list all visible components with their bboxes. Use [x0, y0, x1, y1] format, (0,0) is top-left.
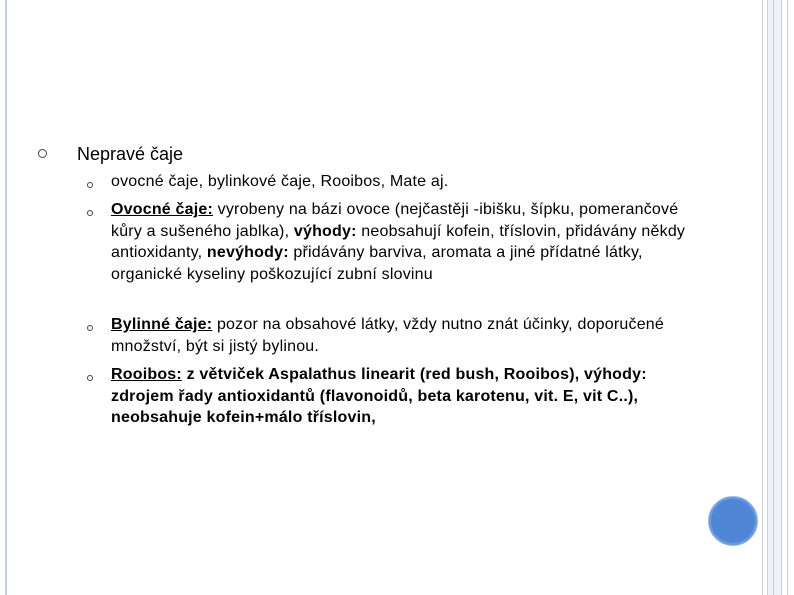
term-label: Ovocné čaje:: [111, 201, 214, 218]
right-frame-band: [767, 0, 781, 595]
frame-line: [773, 0, 774, 595]
frame-line: [781, 0, 782, 595]
item-text: přidávány barviva, aromata a jiné přídatné látky, organické kyseliny poškozující zubní slovinu: [111, 244, 643, 283]
bullet-icon: [38, 149, 47, 158]
term-label: Rooibos:: [111, 366, 182, 383]
list-item: [111, 199, 701, 285]
item-text: z větviček Aspalathus linearit (red bush, Rooibos), výhody: zdrojem řady antioxidantů (flavonoidů, beta karotenu, vit. E, vit C..), neobsahuje kofein+málo tříslovin,: [111, 366, 647, 426]
term-label: Bylinné čaje:: [111, 316, 213, 333]
left-frame-line: [5, 0, 7, 595]
sub-bullet-icon: [87, 182, 93, 188]
disadvantages-label: nevýhody:: [206, 244, 289, 261]
item-text: vyrobeny na bázi ovoce (nejčastěji -ibišku, šípku, pomerančové kůry a sušeného jablka),: [111, 201, 679, 240]
item-text: neobsahují kofein, tříslovin, přidávány někdy antioxidanty,: [111, 222, 686, 261]
right-frame-decoration: [758, 0, 794, 595]
item-text: pozor na obsahové látky, vždy nutno znát účinky, doporučené množství, být si jistý bylinou.: [111, 316, 664, 355]
list-item: [111, 314, 701, 357]
sub-bullet-icon: [87, 210, 93, 216]
frame-line: [787, 0, 788, 595]
list-item: [111, 171, 701, 193]
frame-line: [767, 0, 768, 595]
advantages-label: výhody:: [293, 222, 357, 240]
sub-bullet-icon: [87, 325, 93, 331]
item-text: ovocné čaje, bylinkové čaje, Rooibos, Mate aj.: [111, 173, 449, 190]
list-item: [111, 364, 701, 429]
frame-line: [762, 0, 763, 595]
slide-heading: Nepravé čaje: [77, 144, 184, 164]
sub-bullet-icon: [87, 375, 93, 381]
circle-decoration: [708, 496, 758, 546]
